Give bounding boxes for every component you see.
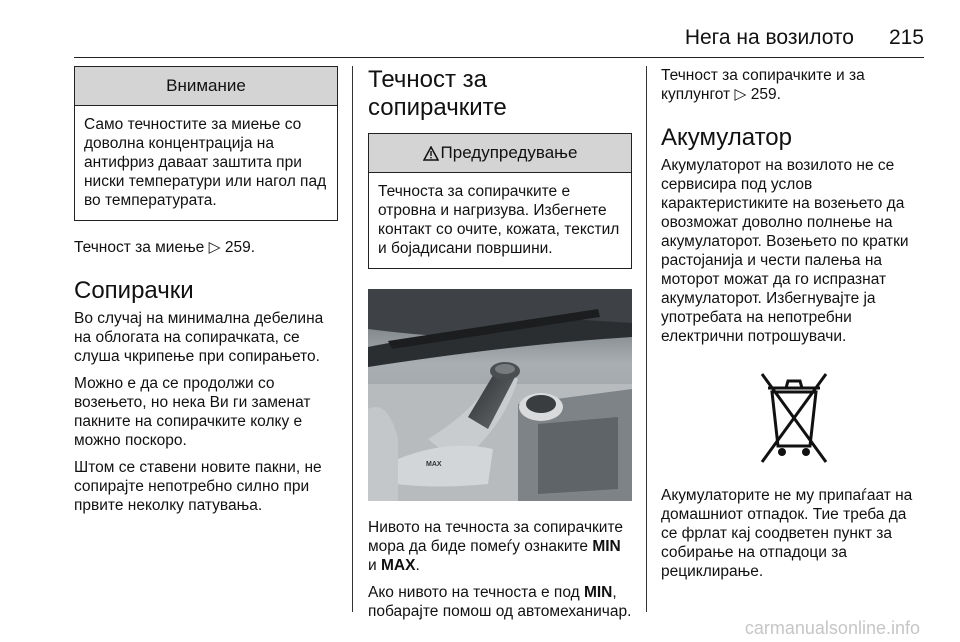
warning-title: Предупредување: [440, 143, 578, 162]
column-middle: [368, 66, 632, 621]
section-title-brakes: Сопирачки: [74, 277, 194, 304]
crossed-out-bin-icon: [661, 368, 926, 468]
page-number: 215: [888, 26, 924, 49]
column-left: [74, 66, 338, 515]
column-divider: [646, 66, 647, 612]
washer-reference: [74, 238, 338, 257]
paragraph: Акумулаторите не му припаѓаат на домашниот отпадок. Тие треба да се фрлат кај соодветен пункт за собирање на отпадоци за рециклирање.: [661, 487, 913, 580]
text: , побарајте помош од автомеханичар.: [368, 584, 632, 620]
paragraph: Штом се ставени новите пакни, не сопирајте непотребно силно при првите неколку патувања.: [74, 459, 322, 514]
watermark: carmanualsonline.info: [744, 618, 920, 638]
notice-box: [74, 66, 338, 221]
engine-bay-illustration: [368, 289, 632, 501]
warning-triangle-icon: [423, 146, 439, 161]
fluid-level-text: [368, 518, 632, 575]
paragraph: Можно е да се продолжи со возењето, но нека Ви ги заменат пакните на сопирачките колку е можно поскоро.: [74, 375, 311, 449]
clutch-fluid-reference: [661, 66, 926, 104]
notice-body: Само течностите за миење со доволна концентрација на антифриз даваат заштита при ниски температури или нагол пад во температурата.: [84, 116, 327, 209]
header-rule: [74, 57, 924, 58]
text: и: [368, 557, 377, 574]
paragraph: Во случај на минимална дебелина на облогата на сопирачката, се слуша чкрипење при сопирањето.: [74, 310, 324, 365]
header-title: Нега на возилото: [684, 26, 854, 49]
warning-body: Течноста за сопирачките е отровна и нагризува. Избегнете контакт со очите, кожата, текстил и бојадисани површини.: [378, 183, 620, 257]
brake-fluid-reservoir-photo: [368, 289, 632, 501]
washer-ref-text: Течност за миење: [74, 239, 205, 256]
column-right: [661, 66, 926, 581]
text: Нивото на течноста за сопирачките мора да биде помеѓу ознаките: [368, 519, 624, 555]
warning-box: [368, 133, 632, 269]
photo-max-marking: MAX: [426, 461, 442, 468]
section-title-brake-fluid: Течност за сопирачките: [368, 66, 507, 121]
min-mark-label: MIN: [583, 584, 613, 601]
clutch-fluid-ref-link[interactable]: 259.: [750, 86, 781, 103]
page-ref-arrow-icon: ▷: [734, 86, 747, 103]
notice-title: Внимание: [75, 67, 337, 106]
warning-header: [369, 134, 631, 173]
ref-text: Течност за сопирачките и за куплунгот: [661, 67, 865, 103]
text: Ако нивото на течноста е под: [368, 584, 580, 601]
column-divider: [352, 66, 353, 612]
min-mark-label: MIN: [592, 538, 621, 555]
washer-ref-link[interactable]: 259.: [224, 239, 256, 256]
section-title-battery: Акумулатор: [661, 124, 792, 151]
paragraph: Акумулаторот на возилото не се сервисира под услов карактеристиките на возењето да овозможат доволно полнење на акумулаторот. Возењето по кратки растојанија и чести палења на моторот можат да го испразнат акумулаторот. Избегнувајте ја употребата на непотребни електрични потрошувачи.: [661, 157, 909, 345]
page-header: [0, 26, 960, 54]
max-mark-label: MAX: [380, 557, 416, 574]
text: .: [415, 557, 420, 574]
below-min-text: [368, 583, 632, 621]
page-ref-arrow-icon: ▷: [208, 239, 221, 256]
